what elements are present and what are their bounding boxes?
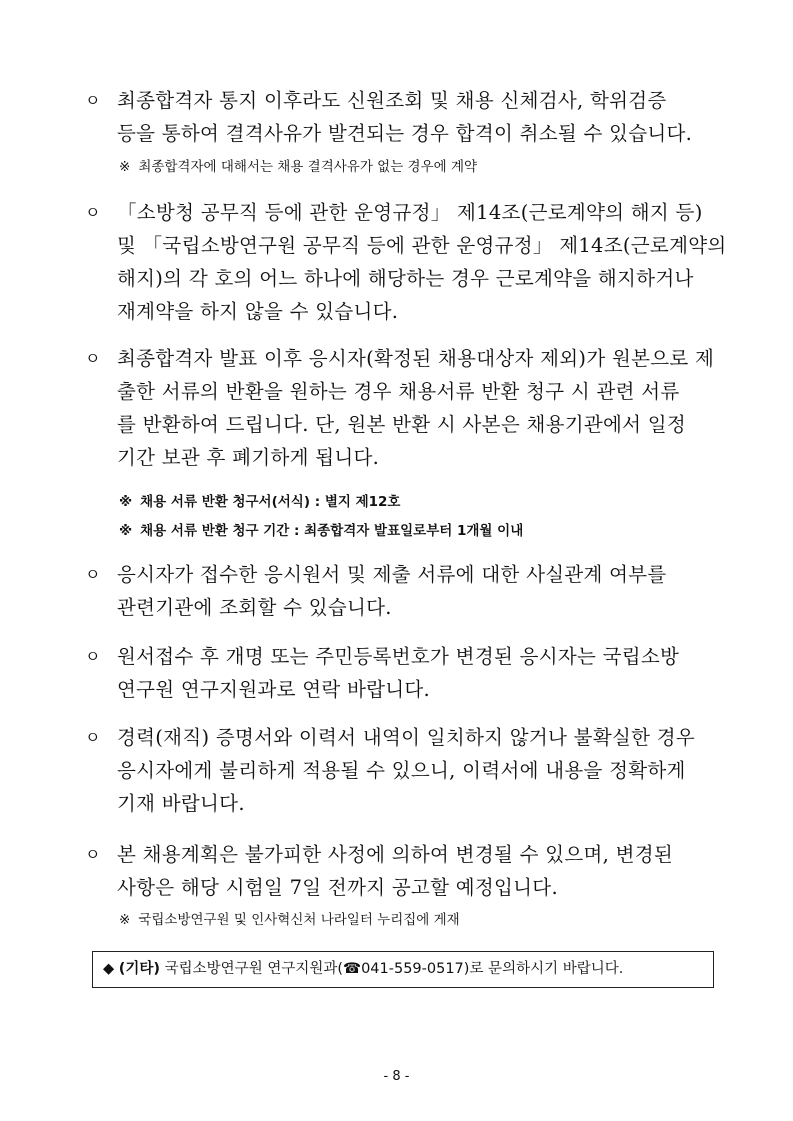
bullet-mark: ㅇ: [85, 647, 101, 666]
paragraph-line: 를 반환하여 드립니다. 단, 원본 반환 시 사본은 채용기관에서 일정: [117, 413, 687, 436]
note-text: 국립소방연구원 및 인사혁신처 나라일터 누리집에 게재: [138, 912, 460, 928]
paragraph-line: 관련기관에 조회할 수 있습니다.: [117, 596, 392, 619]
paragraph-disqualification: [117, 84, 692, 150]
paragraph-line: 출한 서류의 반환을 원하는 경우 채용서류 반환 청구 시 관련 서류: [117, 380, 680, 403]
contact-info-box: [92, 951, 714, 988]
reference-mark-icon: ※: [119, 523, 133, 539]
bullet-mark: ㅇ: [85, 728, 101, 747]
paragraph-line: 및 「국립소방연구원 공무직 등에 관한 운영규정」 제14조(근로계약의: [117, 234, 727, 257]
paragraph-line: 재계약을 하지 않을 수 있습니다.: [117, 300, 399, 323]
paragraph-name-change: [117, 640, 679, 706]
paragraph-fact-check: [117, 558, 667, 624]
paragraph-line: 최종합격자 발표 이후 응시자(확정된 채용대상자 제외)가 원본으로 제: [117, 347, 715, 370]
note-text: 채용 서류 반환 청구서(서식) : 별지 제12호: [140, 494, 401, 510]
paragraph-line: 기간 보관 후 폐기하게 됩니다.: [117, 446, 380, 469]
paragraph-line: 「소방청 공무직 등에 관한 운영규정」 제14조(근로계약의 해지 등): [117, 201, 703, 224]
paragraph-line: 경력(재직) 증명서와 이력서 내역이 일치하지 않거나 불확실한 경우: [117, 726, 696, 749]
paragraph-contract-termination: [117, 196, 726, 328]
paragraph-line: 본 채용계획은 불가피한 사정에 의하여 변경될 수 있으며, 변경된: [117, 843, 674, 866]
bullet-mark: ㅇ: [85, 565, 101, 584]
paragraph-line: 최종합격자 통지 이후라도 신원조회 및 채용 신체검사, 학위검증: [117, 89, 667, 112]
bullet-mark: ㅇ: [85, 91, 101, 110]
paragraph-line: 사항은 해당 시험일 7일 전까지 공고할 예정입니다.: [117, 876, 558, 899]
paragraph-plan-change: [117, 838, 673, 904]
note-return-form: [119, 492, 400, 512]
diamond-icon: ◆: [103, 961, 115, 977]
paragraph-line: 응시자에게 불리하게 적용될 수 있으니, 이력서에 내용을 정확하게: [117, 759, 686, 782]
info-label: (기타): [118, 961, 161, 977]
reference-mark-icon: ※: [119, 494, 133, 510]
paragraph-line: 응시자가 접수한 응시원서 및 제출 서류에 대한 사실관계 여부를: [117, 563, 667, 586]
paragraph-career-certificate: [117, 721, 695, 820]
reference-mark-icon: ※: [119, 159, 131, 175]
page-number: - 8 -: [383, 1069, 410, 1084]
note-text: 최종합격자에 대해서는 채용 결격사유가 없는 경우에 계약: [138, 159, 478, 175]
info-text: 국립소방연구원 연구지원과(☎041-559-0517)로 문의하시기 바랍니다.: [164, 961, 624, 977]
paragraph-line: 원서접수 후 개명 또는 주민등록번호가 변경된 응시자는 국립소방: [117, 645, 680, 668]
paragraph-line: 등을 통하여 결격사유가 발견되는 경우 합격이 취소될 수 있습니다.: [117, 122, 693, 145]
bullet-mark: ㅇ: [85, 349, 101, 368]
paragraph-line: 해지)의 각 호의 어느 하나에 해당하는 경우 근로계약을 해지하거나: [117, 267, 694, 290]
paragraph-line: 기재 바랍니다.: [117, 792, 245, 815]
reference-mark-icon: ※: [119, 912, 131, 928]
note-posting: [119, 910, 460, 930]
paragraph-document-return: [117, 342, 714, 474]
note-return-period: [119, 521, 523, 541]
note-contract: [119, 157, 477, 177]
bullet-mark: ㅇ: [85, 203, 101, 222]
note-text: 채용 서류 반환 청구 기간 : 최종합격자 발표일로부터 1개월 이내: [140, 523, 524, 539]
bullet-mark: ㅇ: [85, 845, 101, 864]
paragraph-line: 연구원 연구지원과로 연락 바랍니다.: [117, 678, 431, 701]
